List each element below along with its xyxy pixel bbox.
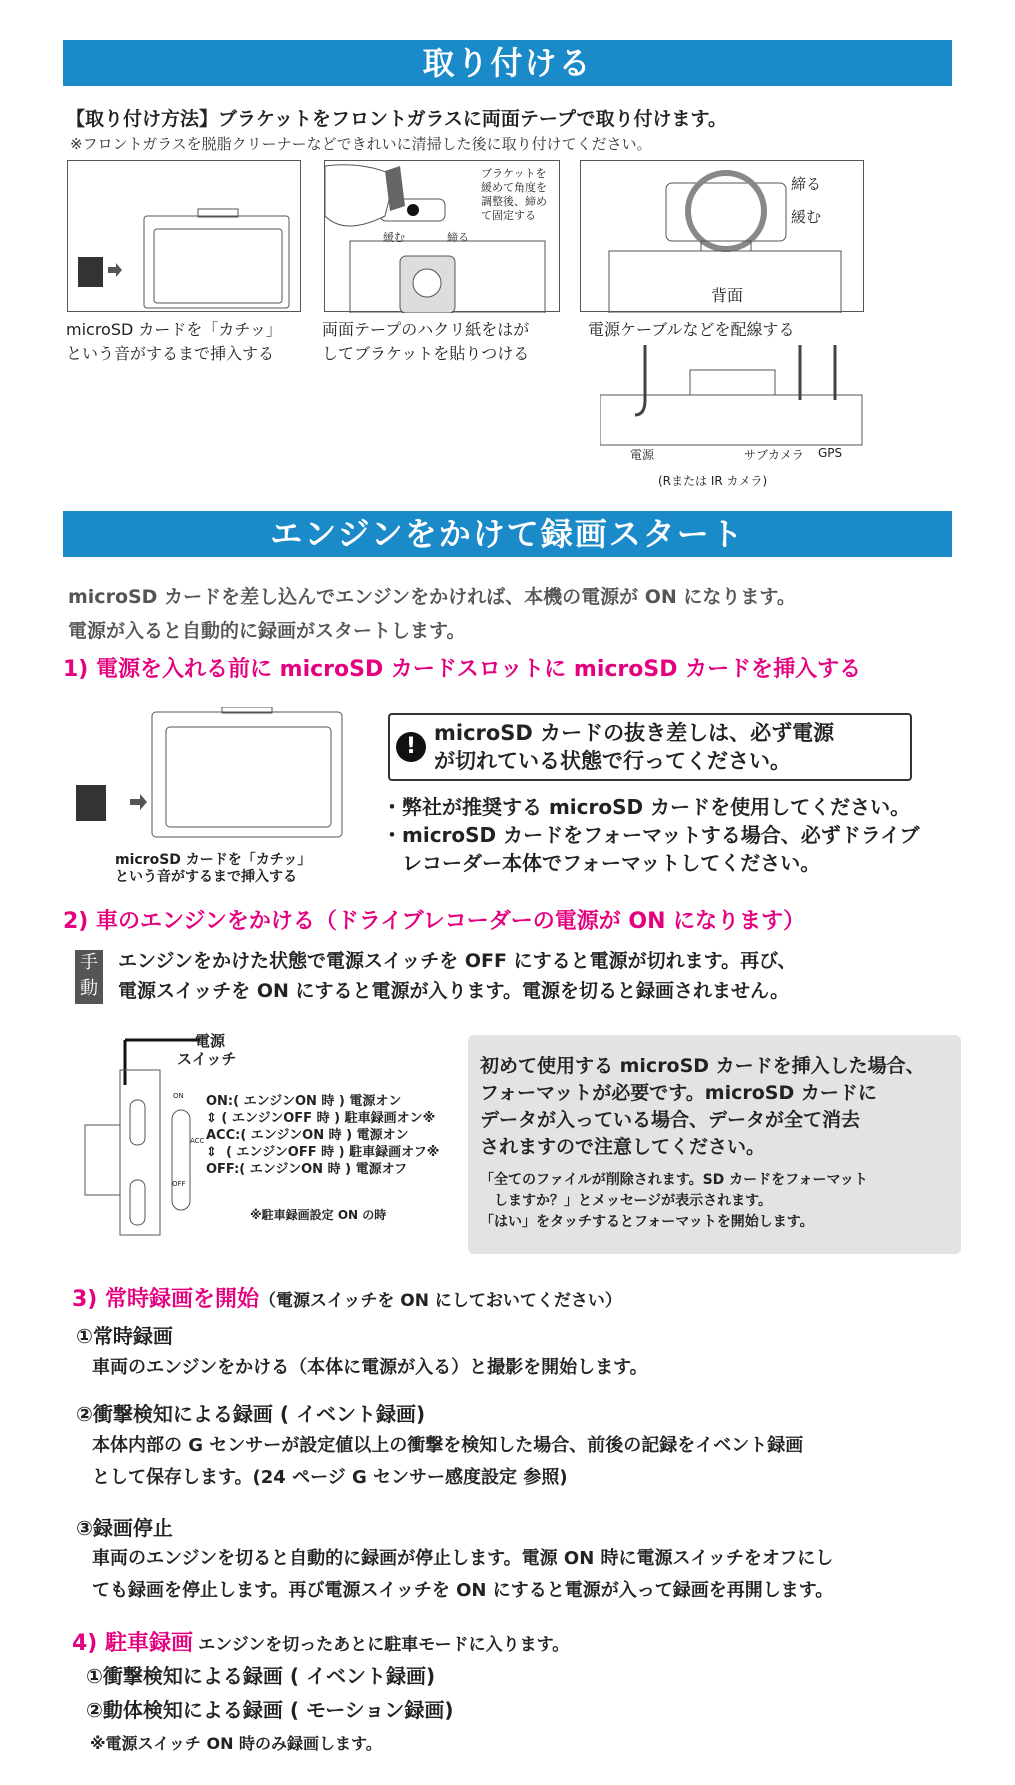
format-info-box [468, 1035, 961, 1254]
manual-badge: 手 動 [75, 950, 103, 1004]
section-title-install: 取り付ける [63, 40, 952, 86]
recording-intro: microSD カードを差し込んでエンジンをかければ、本機の電源が ON になります。 電源が入ると自動的に録画がスタートします。 [68, 586, 796, 642]
section-title-recording: エンジンをかけて録画スタート [63, 511, 952, 557]
switch-mark-on: ON [173, 1092, 184, 1100]
dashcam-sd-illustration [68, 161, 302, 313]
exclamation-icon: ! [396, 732, 426, 762]
figure-bracket [324, 160, 560, 312]
step1-heading: 1) 電源を入れる前に microSD カードスロットに microSD カードを挿入する [63, 657, 862, 682]
step3-heading: 3) 常時録画を開始（電源スイッチを ON にしておいてください） [72, 1287, 622, 1312]
switch-mark-off: OFF [172, 1180, 186, 1188]
step4-heading: 4) 駐車録画 エンジンを切ったあとに駐車モードに入ります。 [72, 1631, 570, 1656]
tighten-label: 締る [447, 231, 469, 244]
switch-note: ※駐車録画設定 ON の時 [250, 1208, 387, 1222]
cable-gps-label: GPS [818, 446, 843, 460]
cable-power-label: 電源 [630, 448, 655, 462]
install-heading: 【取り付け方法】ブラケットをフロントガラスに両面テープで取り付けます。 [66, 108, 728, 130]
fig3-caption: 電源ケーブルなどを配線する [588, 320, 795, 339]
item2-text: 本体内部の G センサーが設定値以上の衝撃を検知した場合、前後の記録をイベント録画 として保存します。(24 ページ G センサー感度設定 参照) [92, 1435, 804, 1488]
cable-subcam-label: サブカメラ [744, 448, 804, 462]
item2-title: ②衝撃検知による録画 ( イベント録画) [76, 1402, 426, 1426]
fig2-caption: 両面テープのハクリ紙をはが してブラケットを貼りつける [322, 320, 530, 363]
fig1-caption: microSD カードを「カチッ」 という音がするまで挿入する [66, 320, 282, 363]
install-note: ※フロントガラスを脱脂クリーナーなどできれいに清掃した後に取り付けてください。 [70, 135, 652, 153]
figure-insert-sd [67, 160, 301, 312]
loosen-label: 緩む [791, 208, 822, 226]
figure-back [580, 160, 864, 312]
step1-caption: microSD カードを「カチッ」 という音がするまで挿入する [115, 852, 312, 885]
item1-text: 車両のエンジンをかける（本体に電源が入る）と撮影を開始します。 [92, 1357, 648, 1378]
back-label: 背面 [711, 286, 744, 305]
warning-text: microSD カードの抜き差しは、必ず電源 が切れている状態で行ってください。 [434, 721, 835, 773]
item3-text: 車両のエンジンを切ると自動的に録画が停止します。電源 ON 時に電源スイッチをオフにし ても録画を停止します。再び電源スイッチを ON にすると電源が入って録画を再開します。 [92, 1548, 834, 1601]
loosen-label: 緩む [383, 231, 405, 244]
cable-subcam-note: (Rまたは IR カメラ) [658, 474, 768, 488]
format-info-sub: 「全てのファイルが削除されます。SD カードをフォーマット しますか？」とメッセージが表示されます。 「はい」をタッチするとフォーマットを開始します。 [480, 1172, 868, 1230]
bracket-note: ブラケットを 緩めて角度を 調整後、締め て固定する [481, 167, 547, 222]
sd-insert-illustration [72, 707, 352, 847]
manual-text: エンジンをかけた状態で電源スイッチを OFF にすると電源が切れます。再び、 電源スイッチを ON にすると電源が入ります。電源を切ると録画されません。 [118, 950, 797, 1002]
park-items: ①衝撃検知による録画 ( イベント録画) ②動体検知による録画 ( モーション録画) [86, 1664, 454, 1722]
step2-heading: 2) 車のエンジンをかける（ドライブレコーダーの電源が ON になります） [63, 909, 806, 934]
item1-title: ①常時録画 [76, 1324, 173, 1348]
switch-modes: ON:( エンジンON 時 ) 電源オン ⇕ ( エンジンOFF 時 ) 駐車録画オン※ ACC:( エンジンON 時 ) 電源オン ⇕ ( エンジンOFF 時 ) 駐車録画オフ※ OFF:( エンジンON 時 ) 電源オフ [206, 1094, 440, 1177]
sd-bullets: ・弊社が推奨する microSD カードを使用してください。 ・microSD カードをフォーマットする場合、必ずドライブ レコーダー本体でフォーマットしてください。 [382, 795, 920, 875]
power-switch-label: 電源 スイッチ [177, 1032, 237, 1068]
item3-title: ③録画停止 [76, 1516, 173, 1540]
warning-box [388, 713, 912, 781]
park-note: ※電源スイッチ ON 時のみ録画します。 [90, 1734, 382, 1753]
tighten-label: 締る [791, 175, 822, 193]
switch-mark-acc: ACC [190, 1137, 205, 1145]
format-info-main: 初めて使用する microSD カードを挿入した場合、 フォーマットが必要です。microSD カードに データが入っている場合、データが全て消去 されますので注意してください。 [480, 1055, 925, 1158]
